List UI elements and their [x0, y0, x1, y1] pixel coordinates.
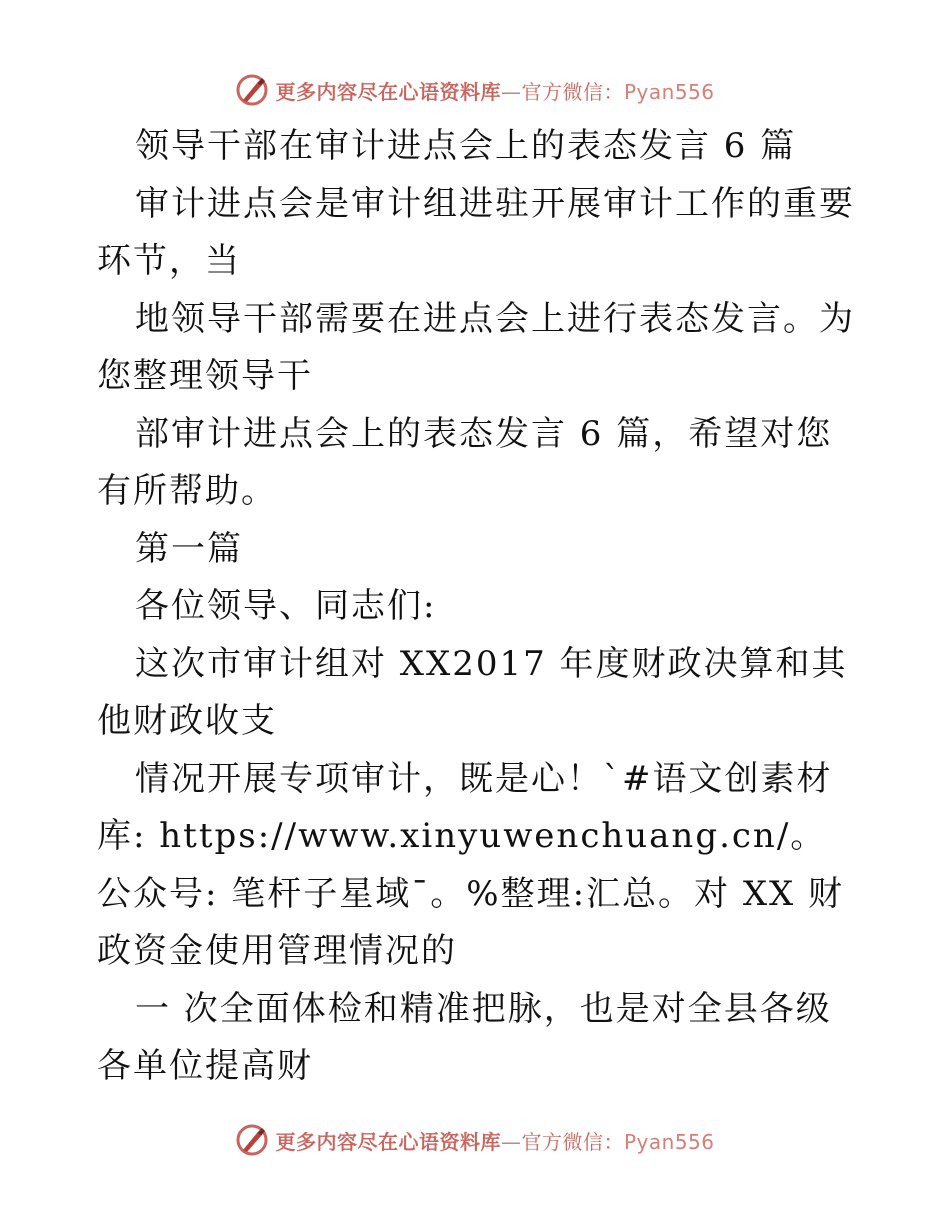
section-heading: 第一篇 — [135, 528, 243, 569]
pen-logo-icon — [235, 73, 269, 107]
paragraph: 一 次全面体检和精准把脉，也是对全县各级各单位提高财 — [97, 988, 832, 1086]
watermark-brand: 更多内容尽在心语资料库 — [275, 1129, 501, 1154]
watermark-text — [275, 1126, 714, 1155]
document-title: 领导干部在审计进点会上的表态发言 6 篇 — [135, 126, 797, 166]
watermark-wechat-label: 官方微信： — [521, 79, 624, 104]
pen-logo-icon — [235, 1123, 269, 1157]
watermark-header — [0, 70, 950, 110]
watermark-wechat-id: Pyan556 — [623, 1129, 715, 1154]
watermark-text — [275, 76, 714, 105]
paragraph: 这次市审计组对 XX2017 年度财政决算和其他财政收支 — [97, 643, 848, 741]
paragraph: 情况开展专项审计，既是心！`#语文创素材库: https://www.xinyuwenchuang.cn/。公众号: 笔杆子星域¯。%整理:汇总。对 XX 财政资金使用管理情况的 — [97, 758, 845, 971]
watermark-wechat-label: 官方微信： — [521, 1129, 624, 1154]
watermark-wechat-id: Pyan556 — [623, 79, 715, 104]
paragraph: 部审计进点会上的表态发言 6 篇，希望对您有所帮助。 — [97, 413, 833, 511]
watermark-dash: — — [500, 1129, 522, 1154]
paragraph: 审计进点会是审计组进驻开展审计工作的重要环节，当 — [97, 183, 855, 281]
watermark-footer — [0, 1120, 950, 1160]
salutation: 各位领导、同志们: — [135, 586, 437, 626]
watermark-dash: — — [500, 79, 522, 104]
watermark-brand: 更多内容尽在心语资料库 — [275, 79, 501, 104]
document-body — [97, 118, 857, 1096]
paragraph: 地领导干部需要在进点会上进行表态发言。为您整理领导干 — [97, 298, 855, 396]
